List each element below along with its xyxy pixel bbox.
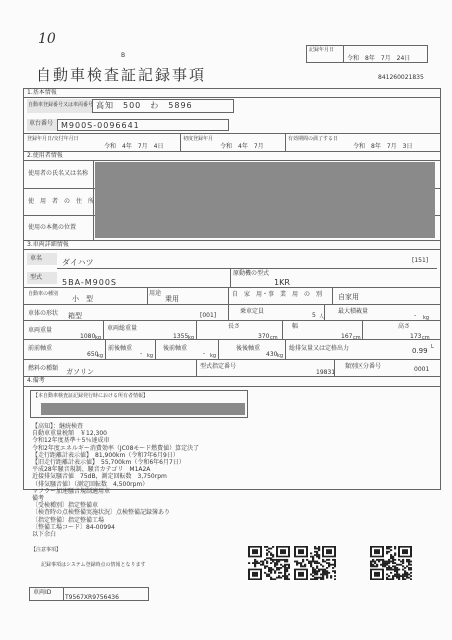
serial-number: 841260021835 [378, 74, 424, 81]
body-shape-code: [001] [200, 312, 217, 319]
remark-line: マフラー加速騒音規制適用車 [32, 487, 111, 495]
remark-line: 【高知】：継続検査 [32, 423, 84, 430]
width-unit: cm [353, 335, 361, 341]
vehicle-id-value: T9567XR9756436 [65, 594, 119, 601]
vehicle-id-label: 車両ID [33, 589, 52, 596]
height-unit: cm [422, 335, 430, 341]
section4-title: 4.備考 [27, 377, 45, 384]
fuel-value: ガソリン [66, 368, 94, 376]
user-address-label: 使 用 者 の 住 所 [28, 198, 95, 205]
ff-axle-unit: kg [97, 353, 104, 359]
remark-line: 〔受検種別〕指定整備車 [32, 502, 99, 510]
ff-axle-value: 650 [87, 351, 99, 358]
remark-line: 以下余白 [32, 531, 57, 538]
owner-info-redaction [41, 403, 245, 415]
qr-code-3 [370, 546, 412, 580]
section1-title: 1.基本情報 [27, 89, 57, 96]
private-business-label: 自 家 用・事 業 用 の 別 [232, 291, 323, 298]
capacity-value: 5 [312, 312, 316, 319]
vehicle-name-value: ダイハツ [62, 258, 94, 267]
remark-line: 近接排気騒音値 75dB，測定回転数 3,750rpm [32, 473, 167, 481]
initial-reg-label: 初度登録年月 [183, 136, 214, 142]
type-designation-label: 型式指定番号 [200, 363, 237, 370]
first-reg-value: 令和 4年 7月 4日 [104, 143, 164, 150]
rr-axle-label: 後後軸重 [236, 345, 261, 352]
use-value: 乗用 [165, 295, 179, 303]
owner-info-label: 【本自動車検査証記録発行時における所有者情報】 [33, 393, 149, 399]
record-date-label: 記録年月日 [309, 47, 335, 53]
qr-code-2 [294, 546, 336, 580]
displacement-label: 総排気量又は定格出力 [289, 345, 350, 352]
engine-model-label: 原動機の型式 [233, 270, 270, 277]
engine-model-value: 1KR [274, 278, 290, 287]
model-value: 5BA-M900S [62, 278, 118, 287]
remark-line: 令和2年度エネルギー消費効率（JC08モード燃費値）算定決了 [32, 444, 200, 452]
fr-axle-value: - [140, 350, 143, 357]
section2-title: 2.使用者情報 [27, 152, 63, 159]
gross-weight-label: 車両総重量 [107, 325, 138, 332]
remark-line: 〔指定整備〕指定整備工場 [32, 516, 105, 524]
fr-axle-unit: kg [147, 353, 154, 359]
remark-line: 平成28年騒音規制、騒音カテゴリ M1A2A [32, 466, 151, 474]
category-value: 0001 [414, 366, 430, 373]
remark-line: 自動車重量税額 ￥12,300 [32, 430, 107, 438]
fr-axle-label: 前後軸重 [108, 345, 133, 352]
user-info-redaction [95, 162, 435, 238]
type-designation-value: 19831 [316, 369, 336, 376]
rf-axle-value: - [203, 350, 206, 357]
expiry-value: 令和 8年 7月 3日 [353, 143, 413, 150]
width-value: 167 [341, 333, 353, 340]
body-shape-value: 箱型 [68, 312, 82, 320]
rf-axle-label: 後前軸重 [163, 345, 188, 352]
user-name-label: 使用者の氏名又は名称 [28, 170, 89, 177]
rf-axle-unit: kg [210, 353, 217, 359]
length-value: 370 [258, 333, 270, 340]
chassis-value: M900S-0096641 [61, 121, 140, 130]
width-label: 幅 [292, 323, 299, 330]
ff-axle-label: 前前軸重 [28, 345, 53, 352]
expiry-label: 有効期間の満了する日 [288, 136, 339, 142]
capacity-label: 乗車定員 [240, 308, 265, 315]
remark-line: 〔検査時の点検整備実施状況〕点検整備記録簿あり [32, 509, 171, 517]
vehicle-name-code: [151] [412, 257, 429, 264]
private-business-value: 自家用 [338, 293, 359, 301]
remark-line: 令和12年度基準＋5％達成車 [32, 437, 110, 445]
weight-value: 1080 [80, 333, 96, 340]
remark-line: 〔整備工場コード〕84-00994 [32, 523, 115, 531]
reg-number-value: 高知 500 わ 5896 [96, 101, 193, 110]
first-reg-label: 登録年月日/交付年月日 [27, 136, 79, 142]
model-label: 型式 [30, 274, 43, 281]
vehicle-type-value: 小 型 [72, 295, 93, 303]
chassis-label: 車台番号 [29, 120, 54, 127]
notes-title: 【注意事項】 [31, 547, 62, 553]
max-load-unit: kg [423, 315, 430, 321]
section3-title: 3.車両詳細情報 [27, 241, 69, 248]
document-title: 自動車検査証記録事項 [36, 66, 207, 84]
rr-axle-value: 430 [266, 351, 278, 358]
height-value: 173 [410, 333, 422, 340]
gross-weight-unit: kg [188, 335, 195, 341]
notes-text: 記録事項はシステム登録時点の情報となります [41, 562, 146, 568]
gross-weight-value: 1355 [173, 333, 189, 340]
remark-line: 【旧走行距離計表示値】 55,700km（令和6年6月7日） [32, 459, 185, 466]
reg-number-label: 自動車登録番号又は車両番号 [28, 102, 94, 108]
qr-code-1 [248, 546, 290, 580]
length-label: 長さ [228, 323, 241, 330]
body-shape-label: 車体の形状 [28, 310, 59, 317]
displacement-value: 0.99 [412, 347, 428, 355]
record-date-value: 令和 8年 7月 24日 [347, 55, 411, 62]
remark-line: 【走行距離計表示値】 81,900km（令和7年6月9日） [32, 451, 179, 459]
max-load-value: - [414, 312, 417, 319]
category-label: 類別区分番号 [345, 363, 382, 370]
handwritten-number: 10 [38, 31, 56, 47]
displacement-unit: L [431, 344, 434, 350]
height-label: 高さ [398, 323, 411, 330]
vehicle-name-label: 車名 [30, 255, 43, 262]
weight-unit: kg [95, 335, 102, 341]
weight-label: 車両重量 [28, 327, 53, 334]
initial-reg-value: 令和 4年 7月 [220, 143, 264, 150]
vehicle-type-label: 自動車の種別 [28, 291, 59, 297]
rr-axle-unit: kg [277, 353, 284, 359]
capacity-unit: 人 [319, 314, 325, 320]
remark-line: 備考 [32, 495, 45, 502]
fuel-label: 燃料の種類 [28, 365, 59, 372]
max-load-label: 最大積載量 [338, 308, 369, 315]
user-base-label: 使用の本拠の位置 [28, 224, 77, 231]
letter-mark: B [121, 52, 126, 59]
remark-line: （排気騒音値）（測定回転数 4,500rpm） [32, 480, 149, 488]
length-unit: cm [270, 335, 278, 341]
use-label: 用途 [149, 290, 162, 297]
